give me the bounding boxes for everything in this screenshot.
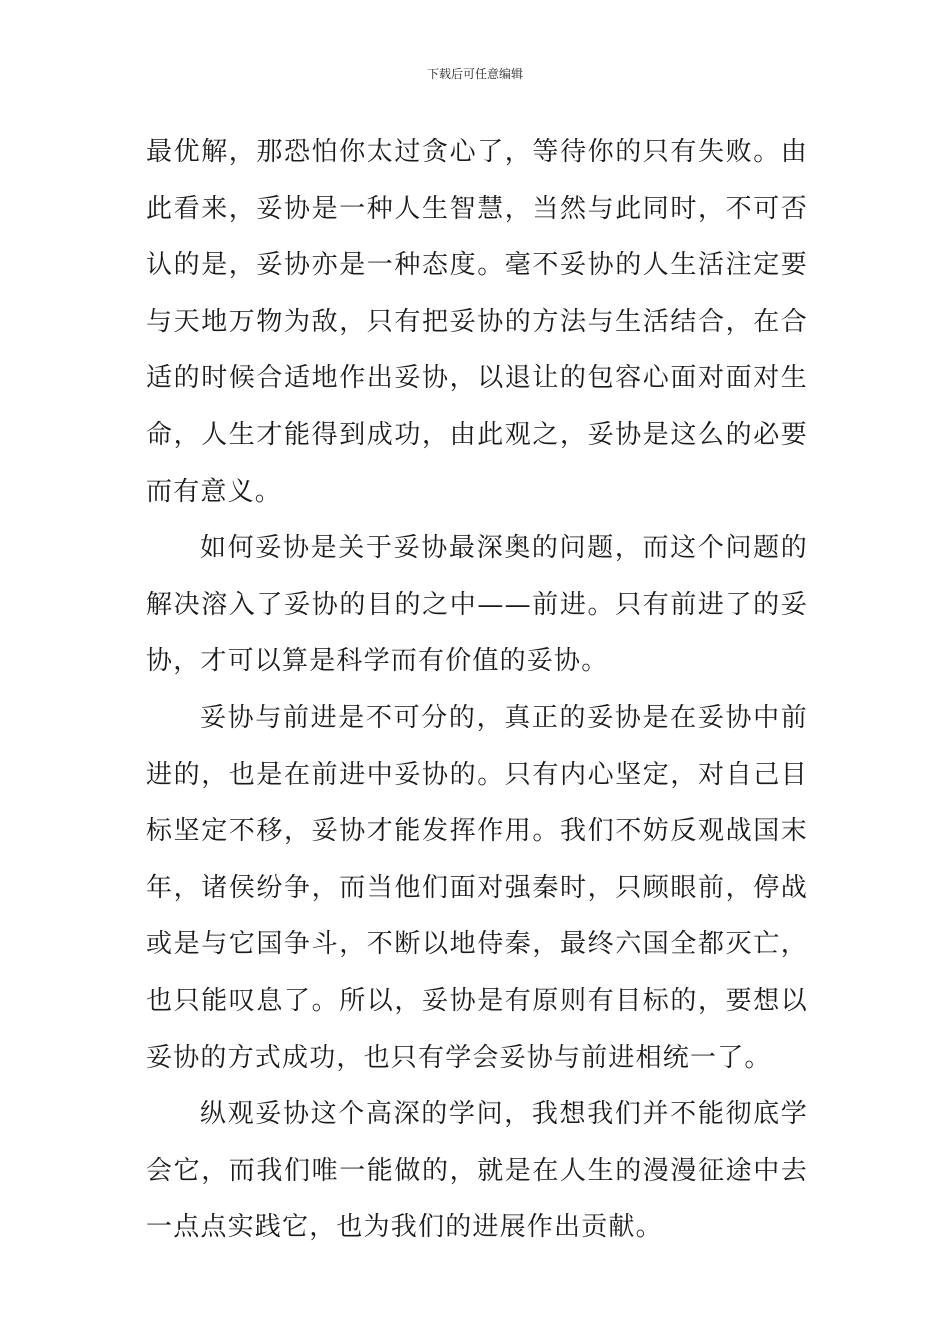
page-header: 下载后可任意编辑	[426, 67, 523, 81]
paragraph-compromise-and-progress: 妥协与前进是不可分的，真正的妥协是在妥协中前进的，也是在前进中妥协的。只有内心坚定，对自己目标坚定不移，妥协才能发挥作用。我们不妨反观战国末年，诸侯纷争，而当他们面对强秦时，只顾眼前，停战或是与它国争斗，不断以地侍秦，最终六国全都灭亡，也只能叹息了。所以，妥协是有原则有目标的，要想以妥协的方式成功，也只有学会妥协与前进相统一了。	[146, 702, 808, 1073]
document-body	[146, 124, 808, 1256]
paragraph-continuation: 最优解，那恐怕你太过贪心了，等待你的只有失败。由此看来，妥协是一种人生智慧，当然与此同时，不可否认的是，妥协亦是一种态度。毫不妥协的人生活注定要与天地万物为敌，只有把妥协的方法与生活结合，在合适的时候合适地作出妥协，以退让的包容心面对面对生命，人生才能得到成功，由此观之，妥协是这么的必要而有意义。	[146, 137, 808, 507]
paragraph-conclusion: 纵观妥协这个高深的学问，我想我们并不能彻底学会它，而我们唯一能做的，就是在人生的漫漫征途中去一点点实践它，也为我们的进展作出贡献。	[146, 1099, 808, 1243]
paragraph-how-to-compromise: 如何妥协是关于妥协最深奥的问题，而这个问题的解决溶入了妥协的目的之中——前进。只有前进了的妥协，才可以算是科学而有价值的妥协。	[146, 533, 808, 677]
